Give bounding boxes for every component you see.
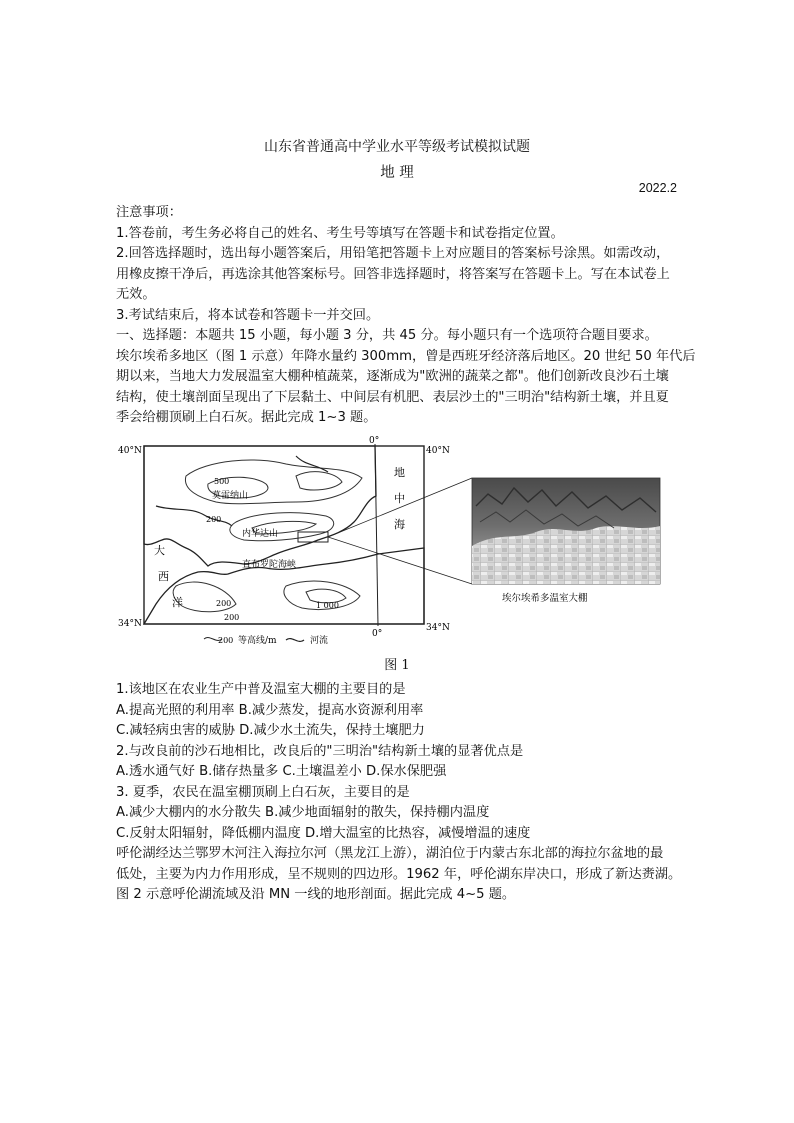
question-option: A.提高光照的利用率 B.减少蒸发，提高水资源利用率 [116, 702, 424, 718]
contour-line [296, 472, 342, 490]
contour-label: 200 [206, 515, 222, 524]
question-stem: 2.与改良前的沙石地相比，改良后的"三明治"结构新土壤的显著优点是 [116, 743, 524, 759]
intro-line: 结构，使土壤剖面呈现出了下层黏土、中间层有机肥、表层沙土的"三明治"结构新土壤，并且夏 [116, 389, 669, 405]
sea-label: 地 [394, 466, 405, 479]
contour-label: 1 000 [316, 601, 339, 610]
lat-label: 40°N [118, 446, 142, 456]
ocean-label: 西 [158, 570, 169, 583]
contour-label: 200 [224, 613, 240, 622]
legend-contour-label: 等高线/m [238, 636, 277, 646]
mountain-label: 莫雷纳山 [212, 491, 249, 501]
notice-heading: 注意事项： [116, 205, 182, 220]
question-option: A.减少大棚内的水分散失 B.减少地面辐射的散失，保持棚内温度 [116, 805, 490, 820]
question-option: C.反射太阳辐射，降低棚内温度 D.增大温室的比热容，减慢增温的速度 [116, 825, 531, 841]
notice-line: 用橡皮擦干净后，再选涂其他答案标号。回答非选择题时，将答案写在答题卡上。写在本试卷上 [116, 266, 670, 282]
contour-label: 500 [214, 477, 230, 486]
intro-line: 期以来，当地大力发展温室大棚种植蔬菜，逐渐成为"欧洲的蔬菜之都"。他们创新改良沙石土壤 [116, 369, 669, 384]
questions-section [116, 680, 680, 906]
lat-label: 34°N [118, 619, 142, 629]
intro-line: 埃尔埃希多地区（图 1 示意）年降水量约 300mm，曾是西班牙经济落后地区。20 世纪 50 年代后 [116, 348, 696, 364]
exam-title: 山东省普通高中学业水平等级考试模拟试题 [264, 139, 530, 155]
exam-date: 2022.2 [638, 181, 677, 195]
ocean-label: 洋 [172, 596, 183, 609]
lon-label: 0° [372, 629, 383, 639]
question-stem: 3. 夏季，农民在温室棚顶刷上白石灰，主要目的是 [116, 784, 410, 800]
mountain-label: 内华达山 [242, 529, 279, 539]
map-frame [144, 446, 424, 624]
lat-label: 34°N [426, 623, 450, 633]
strait-label: 直布罗陀海峡 [242, 560, 297, 570]
section2-intro-line: 低处，主要为内力作用形成，呈不规则的四边形。1962 年，呼伦湖东岸决口，形成了新达赉湖。 [116, 866, 682, 882]
section2-intro-line: 呼伦湖经达兰鄂罗木河注入海拉尔河（黑龙江上游），湖泊位于内蒙古东北部的海拉尔盆地的最 [116, 846, 664, 861]
river-line [296, 456, 328, 472]
subject-title: 地 理 [380, 165, 414, 181]
notice-line: 2.回答选择题时，选出每小题答案后，用铅笔把答题卡上对应题目的答案标号涂黑。如需改动， [116, 246, 670, 261]
contour-label: 200 [216, 599, 232, 608]
legend-river-label: 河流 [310, 636, 329, 646]
question-stem: 1.该地区在农业生产中普及温室大棚的主要目的是 [116, 682, 406, 697]
photo-caption: 埃尔埃希多温室大棚 [502, 593, 588, 604]
lat-label: 40°N [426, 446, 450, 456]
figure1-map [116, 436, 676, 668]
coastline-iberia [144, 446, 376, 566]
notice-section [116, 203, 696, 429]
greenhouse-photo [472, 478, 660, 584]
lon-label: 0° [369, 436, 380, 446]
sea-label: 海 [394, 518, 405, 531]
notice-line: 1.答卷前，考生务必将自己的姓名、考生号等填写在答题卡和试卷指定位置。 [116, 225, 564, 241]
legend-contour-value: 200 [218, 636, 234, 645]
question-option: C.减轻病虫害的威胁 D.减少水土流失，保持土壤肥力 [116, 723, 425, 738]
section2-intro-line: 图 2 示意呼伦湖流域及沿 MN 一线的地形剖面。据此完成 4~5 题。 [116, 887, 516, 902]
question-option: A.透水通气好 B.储存热量多 C.土壤温差小 D.保水保肥强 [116, 764, 447, 779]
sea-label: 中 [394, 492, 405, 505]
notice-line: 无效。 [116, 287, 156, 302]
section1-heading: 一、选择题：本题共 15 小题，每小题 3 分，共 45 分。每小题只有一个选项符合题目要求。 [116, 328, 658, 343]
figure1-caption: 图 1 [384, 658, 410, 673]
legend-river-symbol [286, 639, 304, 642]
notice-line: 3.考试结束后，将本试卷和答题卡一并交回。 [116, 307, 380, 323]
intro-line: 季会给棚顶刷上白石灰。据此完成 1~3 题。 [116, 410, 377, 425]
ocean-label: 大 [154, 544, 165, 557]
